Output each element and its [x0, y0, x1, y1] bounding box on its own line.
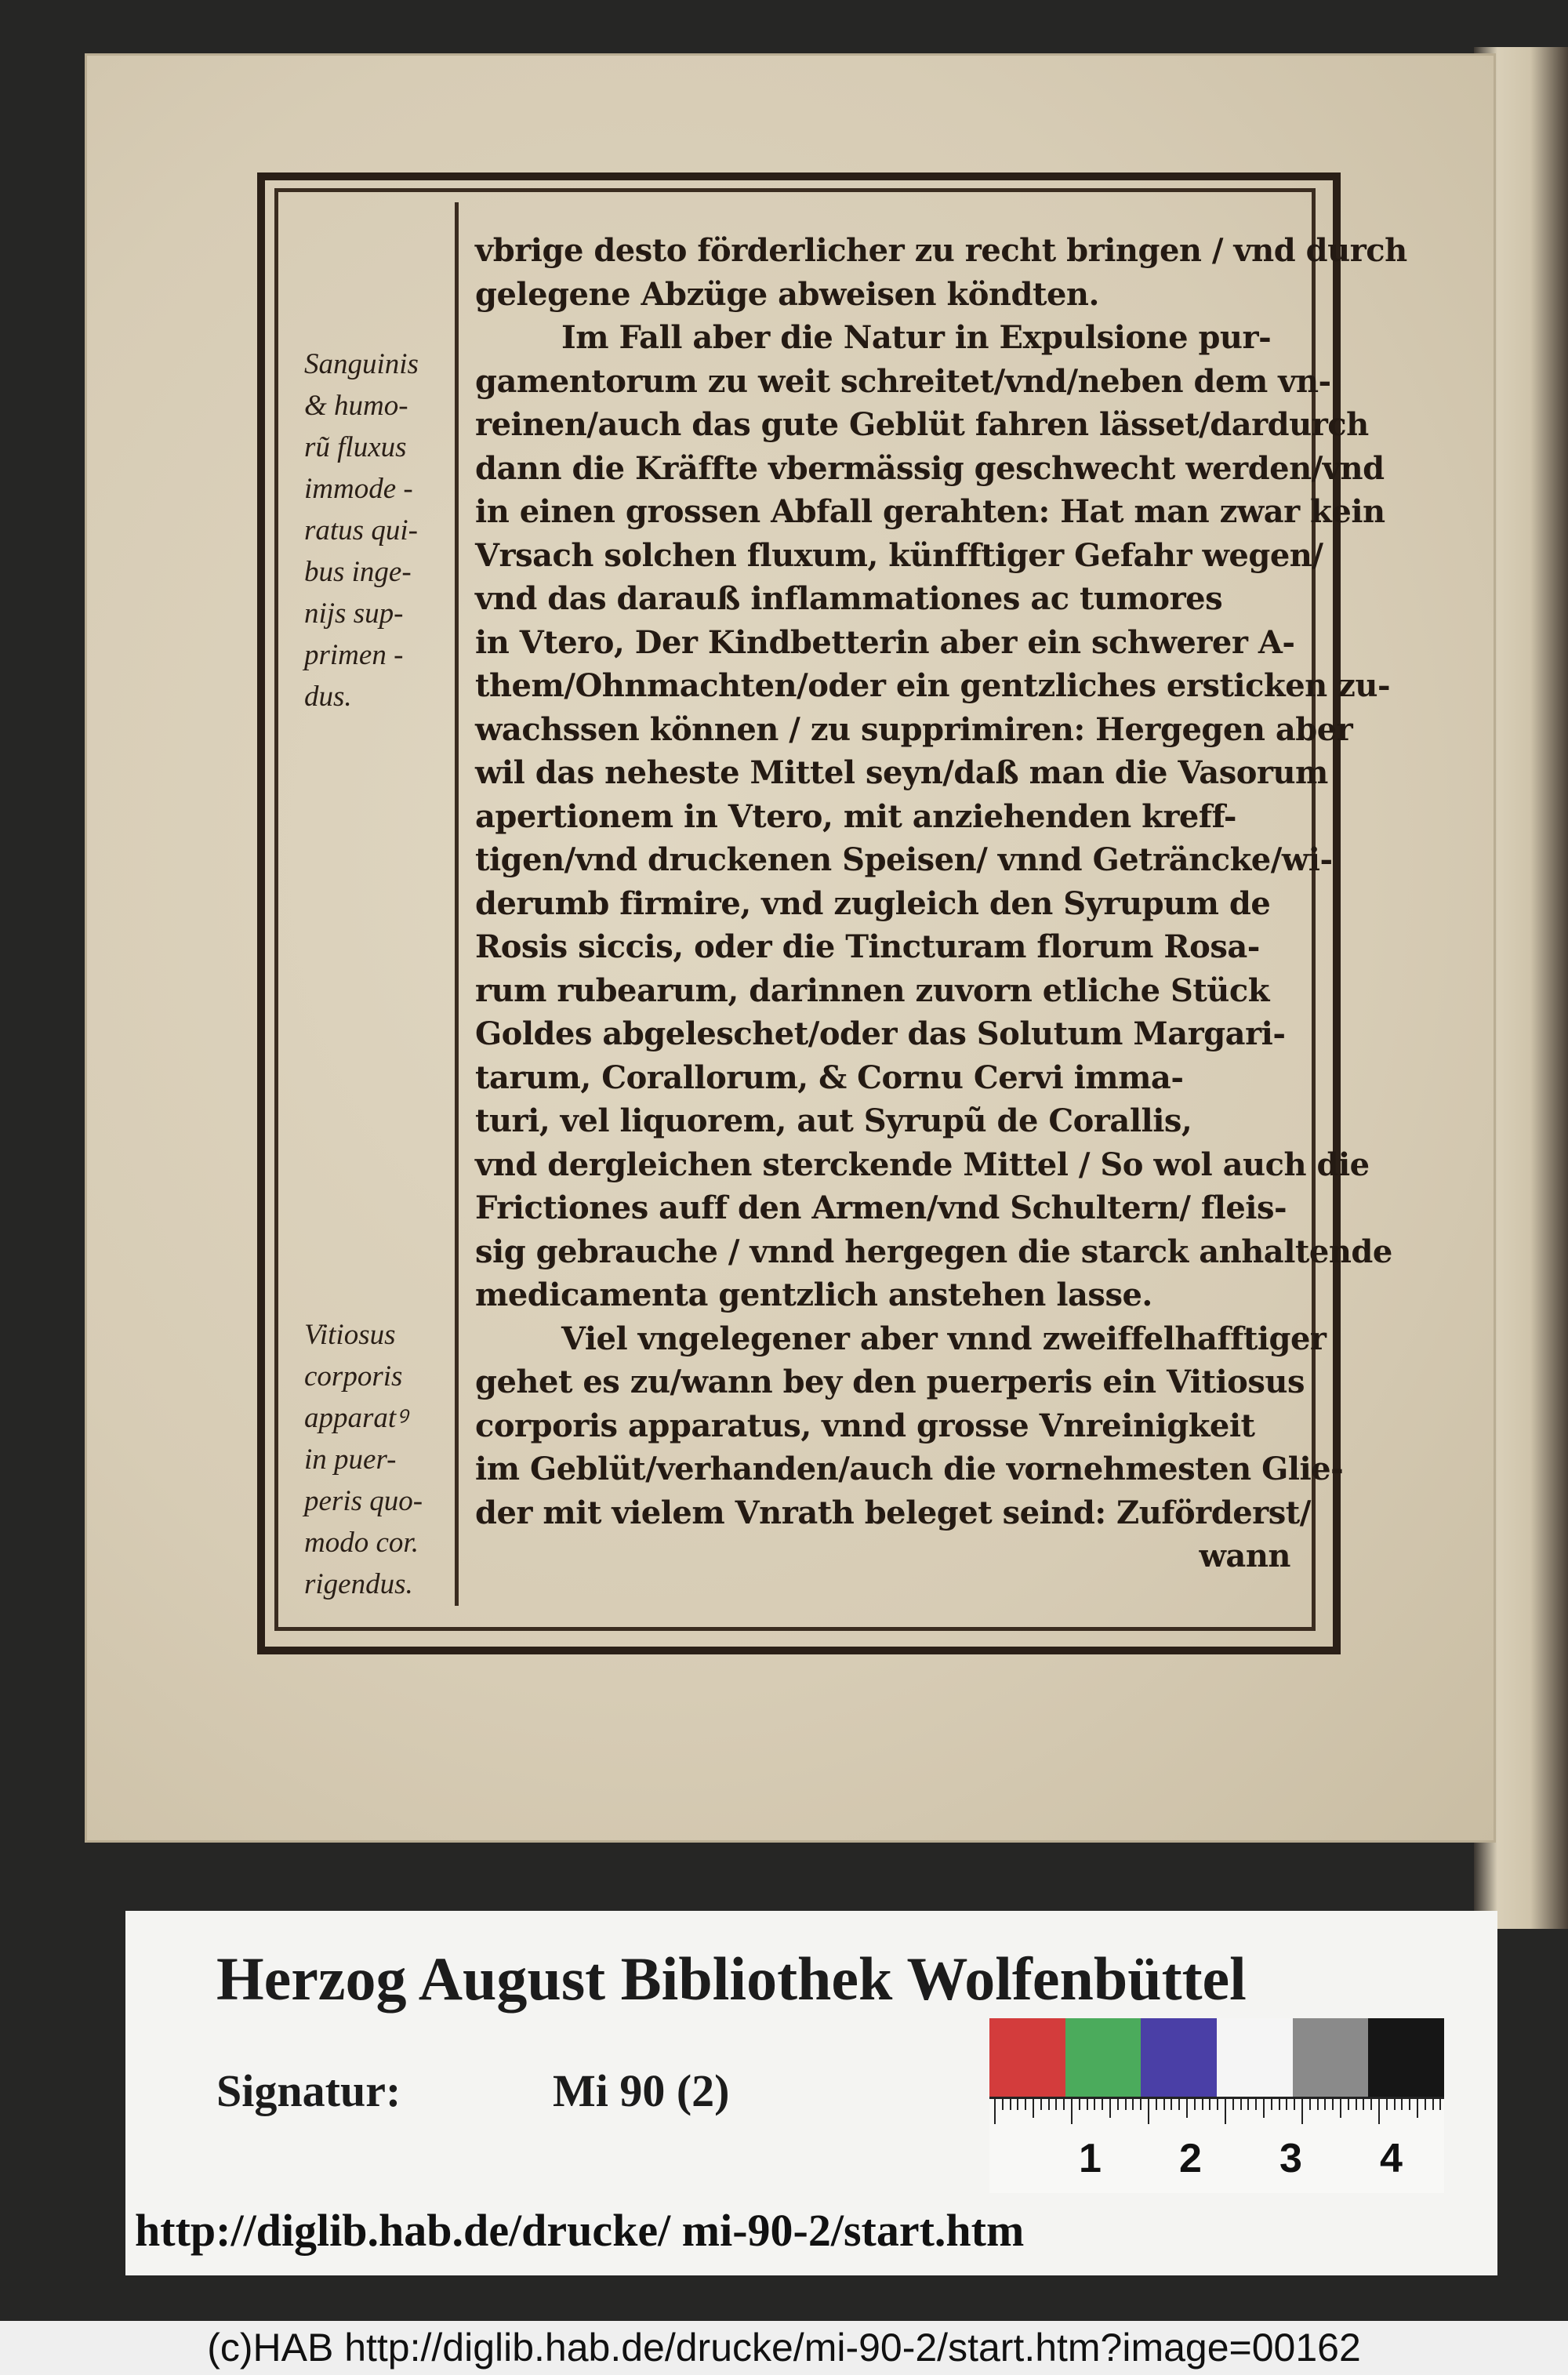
- gloss-line: ratus qui-: [304, 514, 418, 547]
- ruler-tick: [1301, 2099, 1303, 2124]
- ruler-tick: [1125, 2099, 1127, 2110]
- ruler-tick: [1425, 2099, 1426, 2110]
- library-name: Herzog August Bibliothek Wolfenbüttel: [216, 1945, 1247, 2013]
- ruler-tick: [1378, 2099, 1380, 2124]
- ruler-tick: [1163, 2099, 1165, 2110]
- color-patch: [1065, 2018, 1142, 2097]
- color-patch: [1141, 2018, 1217, 2097]
- gloss-line: nijs sup-: [304, 597, 404, 630]
- text-line: im Geblüt/verhanden/auch die vornehmesten Glie-: [475, 1451, 1344, 1487]
- color-patch: [1293, 2018, 1369, 2097]
- text-line: gehet es zu/wann bey den puerperis ein Vitiosus: [475, 1364, 1305, 1400]
- color-calibration-bar: [989, 2018, 1444, 2097]
- text-line: derumb firmire, vnd zugleich den Syrupum de: [475, 884, 1271, 922]
- text-line: gelegene Abzüge abweisen köndten.: [475, 275, 1099, 313]
- ruler-tick: [1055, 2099, 1057, 2110]
- ruler-tick: [1332, 2099, 1334, 2110]
- ruler-tick: [1439, 2099, 1441, 2110]
- ruler-tick: [1317, 2099, 1319, 2110]
- ruler-number: 2: [1179, 2136, 1202, 2181]
- gloss-line: rũ fluxus: [304, 431, 407, 463]
- text-line: tigen/vnd druckenen Speisen/ vnnd Geträncke/wi-: [475, 841, 1333, 878]
- ruler-tick: [1033, 2099, 1034, 2118]
- ruler-tick: [1202, 2099, 1203, 2110]
- marginal-gloss-1: [304, 343, 449, 717]
- ruler-tick: [1102, 2099, 1103, 2110]
- text-line: der mit vielem Vnrath beleget seind: Zuförderst/: [475, 1494, 1311, 1531]
- ruler-number: 3: [1279, 2136, 1302, 2181]
- ruler-tick: [1363, 2099, 1364, 2110]
- ruler-tick: [1255, 2099, 1257, 2110]
- ruler-tick: [1109, 2099, 1111, 2118]
- ruler-tick: [1094, 2099, 1095, 2110]
- ruler-number: 1: [1079, 2136, 1102, 2181]
- ruler-tick: [1194, 2099, 1196, 2110]
- text-line: reinen/auch das gute Geblüt fahren lässet/dardurch: [475, 406, 1369, 443]
- text-line: tarum, Corallorum, & Cornu Cervi imma-: [475, 1059, 1184, 1096]
- ruler-tick: [1079, 2099, 1080, 2110]
- text-line: in einen grossen Abfall gerahten: Hat man zwar kein: [475, 493, 1385, 530]
- text-line: Viel vngelegener aber vnnd zweiffelhafftiger: [561, 1320, 1327, 1357]
- ruler-tick: [1309, 2099, 1311, 2110]
- ruler-tick: [994, 2099, 996, 2124]
- color-patch: [1368, 2018, 1444, 2097]
- signatur-value: Mi 90 (2): [553, 2065, 730, 2116]
- ruler-tick: [1247, 2099, 1249, 2110]
- ruler-tick: [1178, 2099, 1180, 2110]
- text-line: Frictiones auff den Armen/vnd Schultern/ fleis-: [475, 1189, 1287, 1226]
- gloss-line: primen -: [304, 639, 404, 671]
- marginal-gloss-2: [304, 1314, 449, 1605]
- text-line: rum rubearum, darinnen zuvorn etliche Stück: [475, 971, 1269, 1009]
- ruler-tick: [1348, 2099, 1349, 2110]
- text-line: corporis apparatus, vnnd grosse Vnreinigkeit: [475, 1407, 1255, 1444]
- copyright-footer: (c)HAB http://diglib.hab.de/drucke/mi-90-2/start.htm?image=00162: [0, 2321, 1568, 2375]
- ruler-tick: [1209, 2099, 1210, 2110]
- color-patch: [1217, 2018, 1293, 2097]
- ruler-tick: [1271, 2099, 1272, 2110]
- text-line: them/Ohnmachten/oder ein gentzliches ersticken zu-: [475, 667, 1391, 704]
- ruler-tick: [1401, 2099, 1403, 2110]
- ruler-tick: [1025, 2099, 1026, 2110]
- ruler-tick: [1394, 2099, 1396, 2110]
- color-patch: [989, 2018, 1065, 2097]
- text-line: vnd das darauß inflammationes ac tumores: [475, 580, 1223, 617]
- label-url: http://diglib.hab.de/drucke/ mi-90-2/start.htm: [135, 2205, 1025, 2256]
- ruler-tick: [1340, 2099, 1341, 2118]
- gloss-line: rigendus.: [304, 1568, 413, 1600]
- ruler-tick: [1432, 2099, 1434, 2110]
- ruler-tick: [1240, 2099, 1242, 2110]
- text-line: Goldes abgeleschet/oder das Solutum Margari-: [475, 1015, 1286, 1052]
- text-line: Rosis siccis, oder die Tincturam florum Rosa-: [475, 928, 1260, 965]
- gloss-line: Vitiosus: [304, 1319, 396, 1351]
- ruler-tick: [1225, 2099, 1226, 2124]
- ruler-tick: [1279, 2099, 1280, 2110]
- gloss-line: Sanguinis: [304, 348, 419, 380]
- text-line: turi, vel liquorem, aut Syrupũ de Corallis,: [475, 1102, 1192, 1139]
- gloss-line: bus inge-: [304, 556, 412, 588]
- ruler-tick: [1409, 2099, 1410, 2110]
- text-line: dann die Kräffte vbermässig geschwecht werden/vnd: [475, 449, 1385, 487]
- ruler-tick: [1232, 2099, 1234, 2110]
- gloss-line: & humo-: [304, 390, 408, 422]
- gloss-line: corporis: [304, 1360, 403, 1393]
- text-line: in Vtero, Der Kindbetterin aber ein schwerer A-: [475, 623, 1295, 661]
- text-line: gamentorum zu weit schreitet/vnd/neben dem vn-: [475, 362, 1331, 400]
- ruler-tick: [1063, 2099, 1065, 2110]
- gloss-line: apparatꝰ: [304, 1402, 408, 1434]
- scale-ruler: [989, 2097, 1444, 2193]
- ruler-tick: [1356, 2099, 1357, 2110]
- ruler-tick: [1132, 2099, 1134, 2110]
- text-line: wann: [1199, 1538, 1290, 1574]
- gloss-line: immode -: [304, 473, 413, 505]
- ruler-tick: [1171, 2099, 1172, 2110]
- ruler-tick: [1071, 2099, 1073, 2124]
- ruler-tick: [1263, 2099, 1265, 2118]
- ruler-tick: [1040, 2099, 1042, 2110]
- ruler-tick: [1217, 2099, 1218, 2110]
- gloss-line: peris quo-: [304, 1485, 423, 1517]
- text-line: Vrsach solchen fluxum, künfftiger Gefahr wegen/: [475, 536, 1323, 574]
- margin-rule: [455, 202, 459, 1606]
- text-line: wachssen können / zu supprimiren: Hergegen aber: [475, 710, 1353, 748]
- signatur-label: Signatur:: [216, 2065, 401, 2116]
- ruler-tick: [1048, 2099, 1050, 2110]
- ruler-tick: [1370, 2099, 1372, 2110]
- ruler-tick: [1417, 2099, 1418, 2118]
- ruler-tick: [1386, 2099, 1388, 2110]
- ruler-tick: [1148, 2099, 1149, 2124]
- text-line: vbrige desto förderlicher zu recht bringen / vnd durch: [475, 232, 1407, 269]
- ruler-tick: [1294, 2099, 1295, 2110]
- ruler-tick: [1156, 2099, 1157, 2110]
- ruler-tick: [1140, 2099, 1142, 2110]
- ruler-tick: [1117, 2099, 1119, 2110]
- text-line: vnd dergleichen sterckende Mittel / So wol auch die: [475, 1146, 1370, 1183]
- text-line: sig gebrauche / vnnd hergegen die starck anhaltende: [475, 1233, 1392, 1270]
- ruler-tick: [1286, 2099, 1287, 2110]
- ruler-tick: [1017, 2099, 1018, 2110]
- text-line: medicamenta gentzlich anstehen lasse.: [475, 1276, 1152, 1313]
- ruler-tick: [1010, 2099, 1011, 2110]
- gloss-line: in puer-: [304, 1444, 397, 1476]
- library-label: [125, 1911, 1497, 2275]
- ruler-number: 4: [1380, 2136, 1403, 2181]
- ruler-tick: [1002, 2099, 1004, 2110]
- ruler-tick: [1324, 2099, 1326, 2110]
- text-line: Im Fall aber die Natur in Expulsione pur-: [561, 319, 1272, 356]
- gloss-line: dus.: [304, 681, 352, 713]
- ruler-tick: [1087, 2099, 1088, 2110]
- gloss-line: modo cor.: [304, 1527, 419, 1559]
- text-line: apertionem in Vtero, mit anziehenden kreff-: [475, 797, 1236, 835]
- text-line: wil das neheste Mittel seyn/daß man die Vasorum: [475, 754, 1328, 791]
- body-text: [475, 229, 1407, 1578]
- ruler-tick: [1186, 2099, 1188, 2118]
